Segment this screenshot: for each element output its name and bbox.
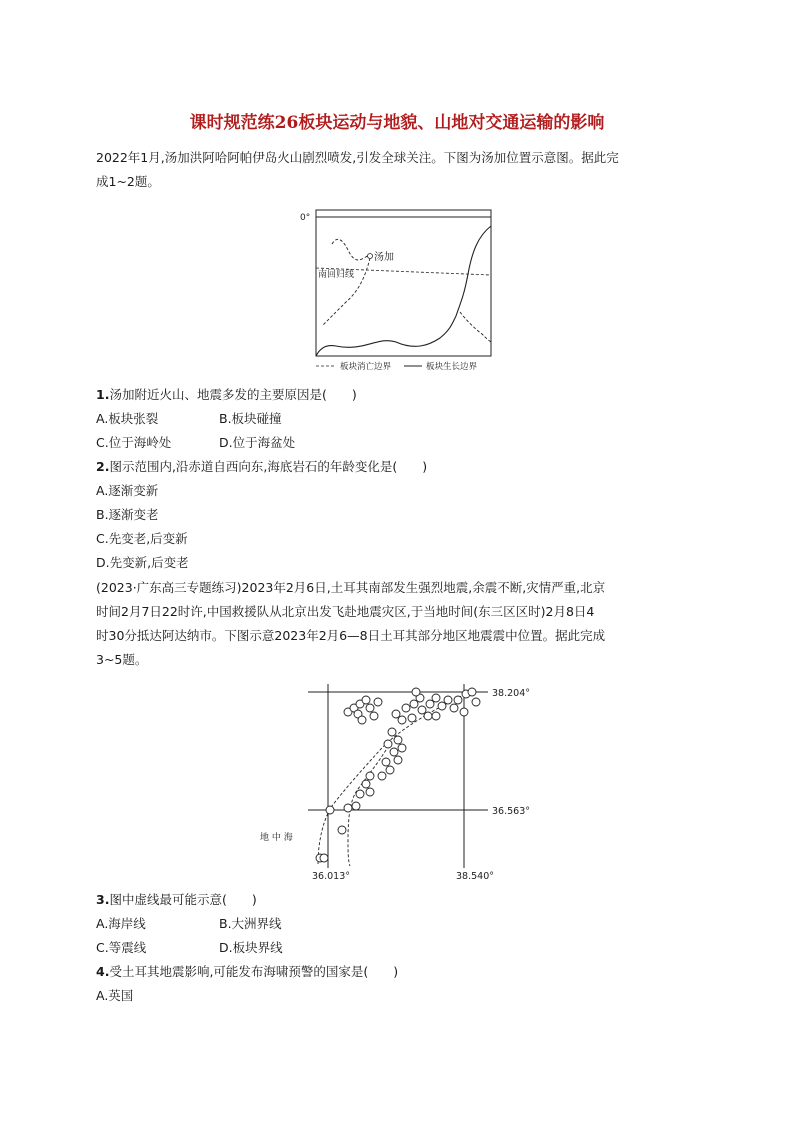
q1-option-c[interactable]: C.位于海岭处 [96, 435, 172, 450]
question-2 [96, 455, 427, 479]
epicenter [378, 772, 386, 780]
epicenter [362, 696, 370, 704]
intro-1-line-2: 成1~2题。 [96, 174, 160, 189]
page-title: 课时规范练26板块运动与地貌、山地对交通运输的影响 [189, 113, 605, 133]
question-3-stem: 图中虚线最可能示意( ) [109, 892, 257, 907]
epicenter [366, 772, 374, 780]
question-1 [96, 383, 357, 407]
epicenter [438, 702, 446, 710]
epicenter [390, 748, 398, 756]
epicenter [412, 688, 420, 696]
intro-2-line-1: (2023·广东高三专题练习)2023年2月6日,土耳其南部发生强烈地震,余震不断,灾情严重,北京 [96, 580, 606, 595]
lat-top-label: 38.204° [492, 688, 530, 699]
question-4 [96, 960, 398, 984]
epicenter [392, 710, 400, 718]
epicenter [402, 704, 410, 712]
consumption-boundary-east [460, 312, 491, 342]
sea-label: 地 中 海 [260, 833, 293, 843]
epicenter [338, 826, 346, 834]
epicenter [426, 700, 434, 708]
growth-boundary-ridge [316, 226, 491, 356]
intro-2-line-3: 时30分抵达阿达纳市。下图示意2023年2月6—8日土耳其部分地区地震震中位置。据此完成 [96, 628, 606, 643]
question-4-stem: 受土耳其地震影响,可能发布海啸预警的国家是( ) [109, 964, 399, 979]
epicenter [386, 766, 394, 774]
q3-option-d[interactable]: D.板块界线 [219, 940, 283, 955]
epicenter [344, 804, 352, 812]
q3-option-c[interactable]: C.等震线 [96, 940, 147, 955]
q1-option-a[interactable]: A.板块张裂 [96, 411, 159, 426]
question-2-number: 2. [96, 459, 110, 474]
epicenter [454, 696, 462, 704]
epicenter [356, 790, 364, 798]
equator-label: 0° [300, 213, 311, 223]
epicenter [366, 788, 374, 796]
tropic-label: 南回归线 [318, 270, 355, 280]
q2-option-b[interactable]: B.逐渐变老 [96, 507, 159, 522]
epicenter [444, 696, 452, 704]
epicenter [388, 728, 396, 736]
intro-2-line-2: 时间2月7日22时许,中国救援队从北京出发飞赴地震灾区,于当地时间(东三区区时)2月8日4 [96, 604, 595, 619]
lon-left-label: 36.013° [312, 871, 350, 882]
q3-option-b[interactable]: B.大洲界线 [219, 916, 282, 931]
epicenter [374, 698, 382, 706]
question-3-number: 3. [96, 892, 110, 907]
epicenter [320, 854, 328, 862]
q2-option-c[interactable]: C.先变老,后变新 [96, 531, 188, 546]
epicenter [410, 700, 418, 708]
tonga-map [296, 204, 500, 374]
epicenter [394, 756, 402, 764]
epicenter [408, 714, 416, 722]
turkey-earthquake-map [250, 680, 550, 885]
question-1-number: 1. [96, 387, 110, 402]
epicenter [424, 712, 432, 720]
epicenter [472, 698, 480, 706]
legend-consumption-label: 板块消亡边界 [340, 362, 392, 372]
q3-option-a[interactable]: A.海岸线 [96, 916, 146, 931]
epicenter [450, 704, 458, 712]
question-3 [96, 888, 257, 912]
legend-growth-label: 板块生长边界 [426, 362, 478, 372]
epicenter [366, 704, 374, 712]
epicenter [326, 806, 334, 814]
question-2-stem: 图示范围内,沿赤道自西向东,海底岩石的年龄变化是( ) [109, 459, 428, 474]
question-4-number: 4. [96, 964, 110, 979]
epicenter [382, 758, 390, 766]
lat-mid-label: 36.563° [492, 806, 530, 817]
question-1-stem: 汤加附近火山、地震多发的主要原因是( ) [109, 387, 357, 402]
epicenter [418, 706, 426, 714]
epicenter [398, 716, 406, 724]
intro-1-line-1: 2022年1月,汤加洪阿哈阿帕伊岛火山剧烈喷发,引发全球关注。下图为汤加位置示意图。据此完 [96, 150, 619, 165]
q2-option-d[interactable]: D.先变新,后变老 [96, 555, 189, 570]
tonga-marker [368, 254, 373, 259]
epicenters [316, 688, 480, 862]
epicenter [358, 716, 366, 724]
map-frame [316, 210, 491, 356]
epicenter [352, 802, 360, 810]
tonga-label: 汤加 [374, 252, 394, 263]
epicenter [394, 736, 402, 744]
epicenter [468, 688, 476, 696]
epicenter [432, 712, 440, 720]
consumption-boundary-south [322, 258, 370, 326]
q2-option-a[interactable]: A.逐渐变新 [96, 483, 159, 498]
q4-option-a[interactable]: A.英国 [96, 988, 134, 1003]
epicenter [362, 780, 370, 788]
intro-2-line-4: 3~5题。 [96, 652, 148, 667]
epicenter [460, 708, 468, 716]
q1-option-d[interactable]: D.位于海盆处 [219, 435, 296, 450]
epicenter [432, 694, 440, 702]
epicenter [370, 712, 378, 720]
epicenter [384, 740, 392, 748]
epicenter [398, 744, 406, 752]
lon-right-label: 38.540° [456, 871, 494, 882]
consumption-boundary-west [332, 239, 370, 260]
q1-option-b[interactable]: B.板块碰撞 [219, 411, 282, 426]
